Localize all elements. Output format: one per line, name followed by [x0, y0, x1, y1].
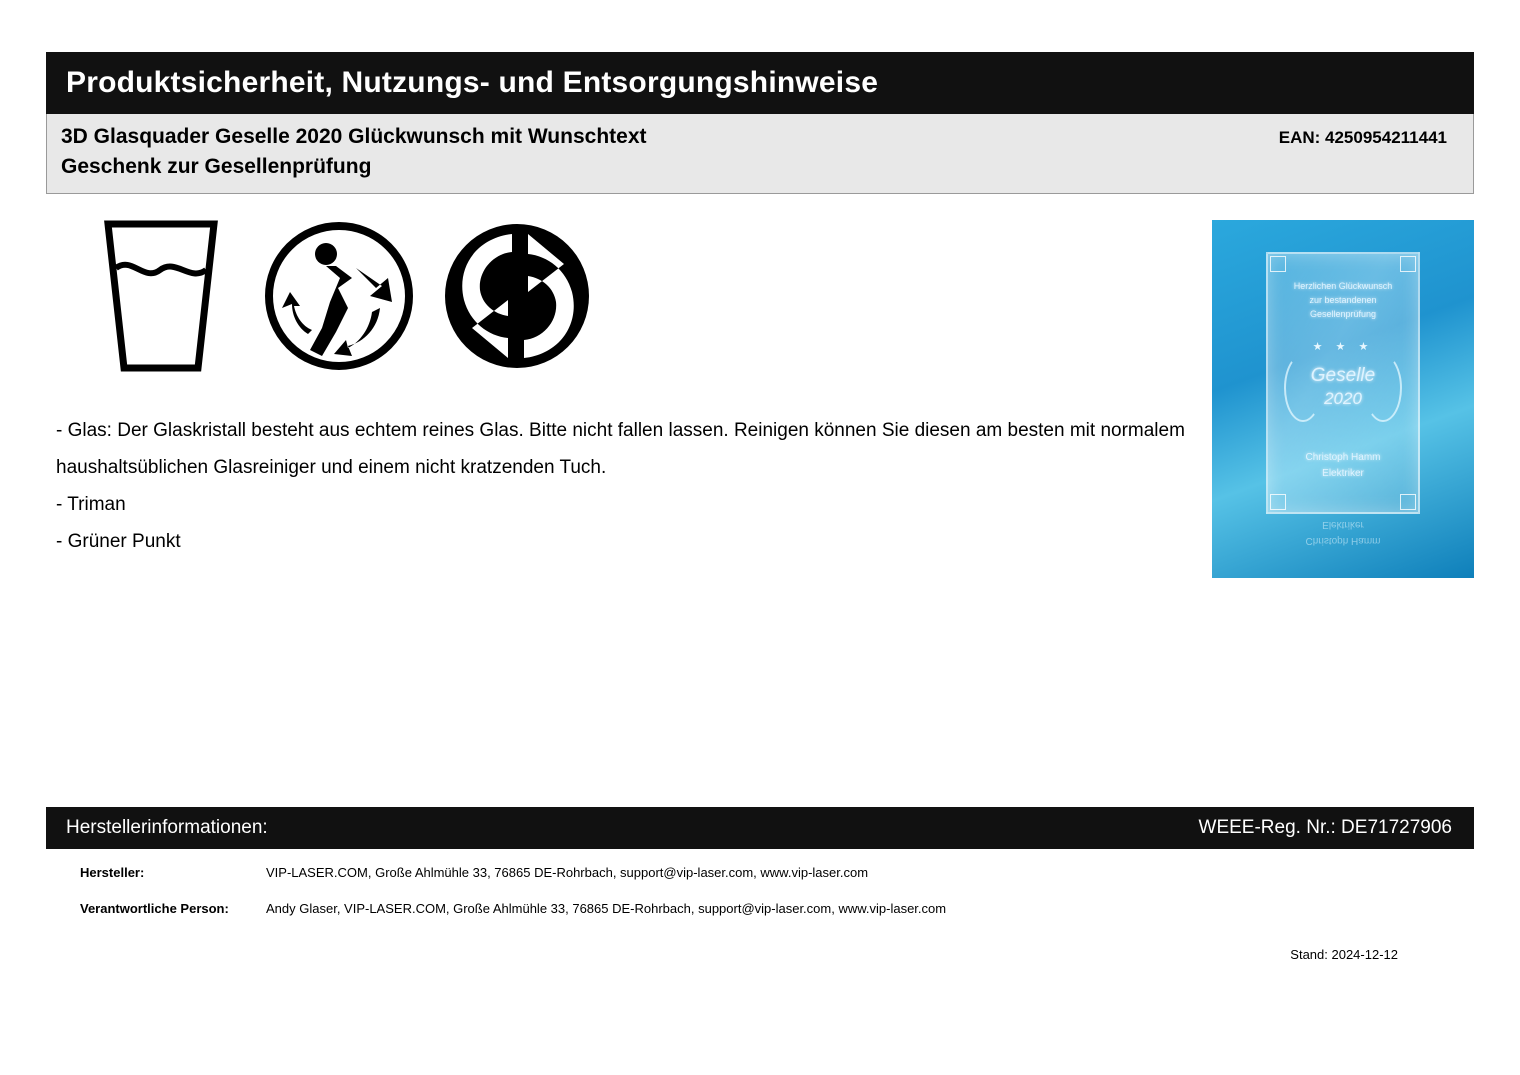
triman-recycling-icon — [264, 216, 414, 376]
product-name-line-1: 3D Glasquader Geselle 2020 Glückwunsch mit Wunschtext — [61, 125, 647, 148]
document-page — [46, 52, 1474, 972]
page-title: Produktsicherheit, Nutzungs- und Entsorgungshinweise — [66, 66, 879, 99]
document-title-bar — [46, 52, 1474, 114]
etch-congrats-line-1: Herzlichen Glückwunsch — [1293, 281, 1393, 291]
etch-year: 2020 — [1324, 389, 1362, 408]
care-instructions — [56, 412, 1346, 560]
manufacturer-details — [80, 864, 1380, 936]
responsible-person-value: Andy Glaser, VIP-LASER.COM, Große Ahlmühle 33, 76865 DE-Rohrbach, support@vip-laser.com, www.vip-laser.com — [266, 901, 947, 917]
etch-stars: ★ ★ ★ — [1312, 341, 1374, 353]
responsible-person-row — [80, 900, 1380, 918]
gruener-punkt-icon — [442, 216, 592, 376]
etch-congrats-line-2: zur bestandenen — [1309, 295, 1377, 305]
product-name-line-2: Geschenk zur Gesellenprüfung — [61, 155, 372, 179]
manufacturer-row — [80, 864, 1380, 882]
etch-person-name: Christoph Hamm — [1305, 452, 1381, 463]
responsible-person-label: Verantwortliche Person: — [80, 901, 229, 917]
instruction-gruener-punkt: - Grüner Punkt — [56, 531, 181, 553]
glass-corner-bottom-right — [1400, 494, 1416, 510]
manufacturer-value: VIP-LASER.COM, Große Ahlmühle 33, 76865 DE-Rohrbach, support@vip-laser.com, www.vip-laser.com — [266, 865, 869, 880]
glass-corner-top-left — [1270, 256, 1286, 272]
product-subtitle-bar — [46, 114, 1474, 194]
etch-title: Geselle — [1310, 365, 1376, 386]
ean-code: EAN: 4250954211441 — [1278, 128, 1447, 147]
glass-reflection-line-1: Elektriker — [1322, 519, 1364, 530]
etch-congrats-line-3: Gesellenprüfung — [1309, 309, 1377, 319]
etch-person-job: Elektriker — [1322, 468, 1364, 479]
instruction-triman: - Triman — [56, 494, 126, 516]
manufacturer-label: Hersteller: — [80, 865, 145, 880]
instruction-glass-line-1: - Glas: Der Glaskristall besteht aus echtem reines Glas. Bitte nicht fallen lassen. Reinigen können Sie diesen am besten mit normalem — [56, 420, 1185, 441]
instruction-glass-line-2: haushaltsüblichen Glasreiniger und einem nicht kratzenden Tuch. — [56, 457, 607, 479]
glass-corner-top-right — [1400, 256, 1416, 272]
glass-drinking-cup-icon — [86, 216, 236, 376]
document-date: Stand: 2024-12-12 — [1290, 947, 1398, 962]
manufacturer-bar-label: Herstellerinformationen: — [66, 817, 268, 838]
pictogram-row — [86, 216, 592, 376]
weee-registration-number: WEEE-Reg. Nr.: DE71727906 — [1198, 817, 1452, 838]
manufacturer-bar — [46, 807, 1474, 849]
glass-reflection-line-2: Christoph Hamm — [1305, 535, 1381, 546]
